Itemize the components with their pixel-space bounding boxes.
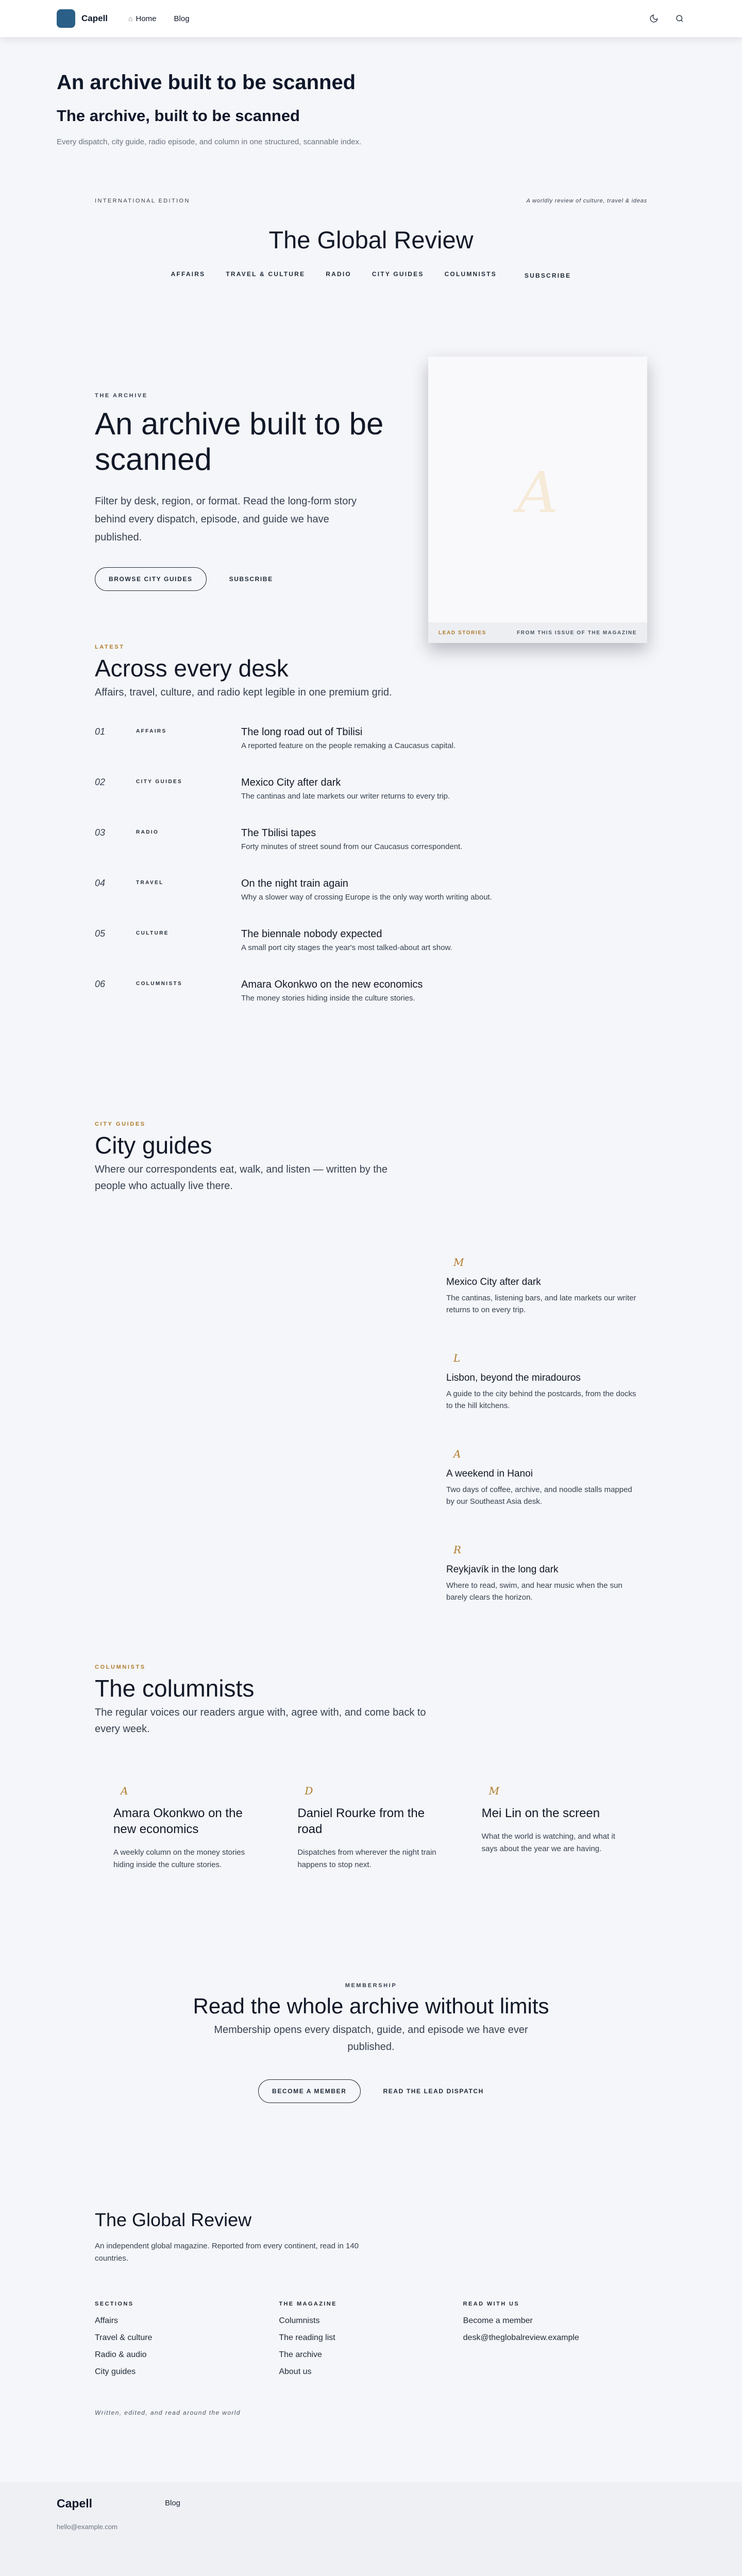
membership-body: Membership opens every dispatch, guide, and episode we have ever published. [214, 2024, 528, 2053]
columnists-subtitle: The regular voices our readers argue with, agree with, and come back to every week. [95, 1707, 426, 1735]
latest-section [0, 599, 742, 1029]
story-desk: COLUMNISTS [136, 981, 183, 987]
story-title: The long road out of Tbilisi [241, 726, 363, 738]
footer-column-heading: READ WITH US [463, 2301, 520, 2307]
story-list [95, 726, 647, 1029]
columnists-title: The columnists [95, 1675, 255, 1702]
guide-dek: A guide to the city behind the postcards, from the docks to the hill kitchens. [446, 1389, 636, 1411]
story-dek: The cantinas and late markets our writer returns to every trip. [241, 792, 450, 801]
guides-subtitle: Where our correspondents eat, walk, and listen — written by the people who actually live there. [95, 1164, 388, 1192]
footer-link-affairs[interactable]: Affairs [95, 2316, 119, 2325]
become-member-button[interactable]: BECOME A MEMBER [258, 2079, 360, 2103]
guide-glyph: L [453, 1352, 461, 1364]
footer-link-archive[interactable]: The archive [279, 2350, 322, 2359]
footer-link-about-us[interactable]: About us [279, 2367, 312, 2376]
cover-caption-bar [428, 622, 647, 643]
footer-link-radio-audio[interactable]: Radio & audio [95, 2350, 147, 2359]
guide-card[interactable] [446, 1256, 642, 1352]
membership-actions [0, 2079, 742, 2103]
story-row[interactable] [95, 928, 647, 979]
columnist-card[interactable] [95, 1785, 279, 1871]
cover-from-label: FROM THIS ISSUE OF THE MAGAZINE [517, 630, 637, 636]
footer-link-reading-list[interactable]: The reading list [279, 2333, 335, 2342]
archive-hero [0, 279, 742, 636]
magazine-footer [0, 2209, 742, 2482]
masthead-top [95, 198, 647, 204]
footer-column-heading: THE MAGAZINE [279, 2301, 337, 2307]
guide-glyph: M [453, 1256, 464, 1268]
footer-columns [95, 2301, 647, 2384]
story-dek: The money stories hiding inside the culture stories. [241, 994, 415, 1003]
masthead-nav-radio[interactable]: RADIO [326, 270, 351, 278]
story-desk: AFFAIRS [136, 728, 167, 734]
latest-subtitle: Affairs, travel, culture, and radio kept legible in one premium grid. [95, 687, 392, 698]
brand-link[interactable]: Capell [81, 13, 108, 23]
nav-link-home[interactable] [128, 14, 156, 23]
search-icon[interactable] [674, 13, 685, 24]
guide-dek: The cantinas, listening bars, and late markets our writer returns to on every trip. [446, 1294, 636, 1315]
story-desk: CULTURE [136, 930, 169, 936]
membership-section [0, 1982, 742, 2209]
story-dek: A reported feature on the people remaking a Caucasus capital. [241, 741, 456, 750]
footer-column-read-with-us [463, 2301, 647, 2384]
story-row[interactable] [95, 726, 647, 777]
footer-about: An independent global magazine. Reported from every continent, read in 140 countries. [95, 2242, 359, 2263]
columnists-eyebrow: COLUMNISTS [95, 1664, 146, 1670]
site-footer-blog-link[interactable]: Blog [165, 2499, 181, 2507]
masthead-tagline: A worldly review of culture, travel & ideas [526, 198, 647, 204]
intro-subtitle: The archive, built to be scanned [57, 107, 300, 125]
columnist-glyph: A [121, 1785, 128, 1797]
guide-title: Reykjavík in the long dark [446, 1564, 559, 1575]
story-desk: CITY GUIDES [136, 779, 183, 785]
archive-hero-text [95, 357, 404, 599]
story-row[interactable] [95, 878, 647, 928]
guide-glyph: R [453, 1544, 462, 1556]
membership-eyebrow: MEMBERSHIP [345, 1982, 397, 1989]
masthead-nav-columnists[interactable]: COLUMNISTS [444, 270, 497, 278]
story-row[interactable] [95, 827, 647, 878]
magazine-cover[interactable] [428, 357, 647, 643]
guide-dek: Where to read, swim, and hear music when the sun barely clears the horizon. [446, 1581, 622, 1602]
masthead-nav-travel-culture[interactable]: TRAVEL & CULTURE [226, 270, 306, 278]
nav-link-home-label: Home [136, 14, 157, 23]
masthead-title: The Global Review [268, 226, 474, 253]
columnist-dek: What the world is watching, and what it says about the year we are having. [481, 1832, 615, 1854]
footer-column-heading: SECTIONS [95, 2301, 134, 2307]
masthead-nav-city-guides[interactable]: CITY GUIDES [372, 270, 424, 278]
guide-dek: Two days of coffee, archive, and noodle stalls mapped by our Southeast Asia desk. [446, 1485, 632, 1506]
columnist-card[interactable] [463, 1785, 647, 1871]
columnist-card[interactable] [279, 1785, 463, 1871]
intro-title: An archive built to be scanned [57, 71, 356, 94]
browse-city-guides-button[interactable]: BROWSE CITY GUIDES [95, 567, 207, 591]
city-guides-section [0, 1029, 742, 1606]
read-lead-dispatch-button[interactable]: READ THE LEAD DISPATCH [383, 2088, 484, 2095]
footer-link-email[interactable]: desk@theglobalreview.example [463, 2333, 579, 2342]
guide-title: A weekend in Hanoi [446, 1468, 533, 1479]
latest-eyebrow: LATEST [95, 644, 125, 650]
guides-title: City guides [95, 1132, 212, 1159]
story-number: 03 [95, 827, 106, 838]
columnist-dek: Dispatches from wherever the night train happens to stop next. [297, 1848, 436, 1870]
story-desk: TRAVEL [136, 880, 164, 886]
columnist-title: Amara Okonkwo on the new economics [113, 1806, 243, 1837]
site-footer-brand: Capell [57, 2497, 93, 2510]
site-logo[interactable] [57, 9, 75, 28]
story-number: 02 [95, 777, 106, 787]
cover-lead-label: LEAD STORIES [439, 630, 486, 636]
footer-link-become-member[interactable]: Become a member [463, 2316, 533, 2325]
edition-label: INTERNATIONAL EDITION [95, 198, 190, 204]
masthead-subscribe-link[interactable]: SUBSCRIBE [524, 272, 571, 279]
footer-note: Written, edited, and read around the world [95, 2409, 241, 2416]
masthead-nav [95, 270, 647, 279]
columnist-dek: A weekly column on the money stories hiding inside the culture stories. [113, 1848, 245, 1870]
membership-title: Read the whole archive without limits [193, 1994, 549, 2018]
story-title: The biennale nobody expected [241, 928, 382, 940]
story-dek: A small port city stages the year's most talked-about art show. [241, 943, 452, 952]
theme-toggle-icon[interactable] [648, 13, 660, 24]
intro-section [0, 37, 742, 146]
guide-list [446, 1256, 642, 1639]
story-title: Mexico City after dark [241, 777, 341, 788]
archive-actions [95, 567, 404, 591]
archive-eyebrow: THE ARCHIVE [95, 393, 148, 399]
intro-description: Every dispatch, city guide, radio episode, and column in one structured, scannable index. [57, 138, 362, 146]
story-title: The Tbilisi tapes [241, 827, 316, 839]
story-row[interactable] [95, 777, 647, 827]
columnist-title: Daniel Rourke from the road [297, 1806, 425, 1837]
latest-title: Across every desk [95, 655, 289, 682]
story-dek: Why a slower way of crossing Europe is the only way worth writing about. [241, 893, 492, 902]
nav-link-blog[interactable]: Blog [174, 14, 190, 23]
guide-title: Lisbon, beyond the miradouros [446, 1372, 581, 1383]
home-icon: ⌂ [128, 14, 133, 23]
guide-card[interactable] [446, 1544, 642, 1639]
nav-left [57, 9, 201, 28]
masthead [0, 146, 742, 279]
story-number: 04 [95, 878, 106, 888]
footer-link-travel-culture[interactable]: Travel & culture [95, 2333, 153, 2342]
guide-title: Mexico City after dark [446, 1277, 541, 1287]
masthead-nav-affairs[interactable]: AFFAIRS [171, 270, 206, 278]
footer-column-magazine [279, 2301, 463, 2384]
columnist-title: Mei Lin on the screen [481, 1806, 600, 1820]
footer-link-columnists[interactable]: Columnists [279, 2316, 320, 2325]
story-title: Amara Okonkwo on the new economics [241, 979, 423, 990]
footer-column-sections [95, 2301, 279, 2384]
story-row[interactable] [95, 979, 647, 1029]
archive-subscribe-button[interactable]: SUBSCRIBE [229, 575, 273, 583]
footer-title: The Global Review [95, 2209, 252, 2230]
cover-letter: A [517, 460, 559, 526]
story-desk: RADIO [136, 829, 159, 835]
guide-card[interactable] [446, 1352, 642, 1448]
story-dek: Forty minutes of street sound from our Caucasus correspondent. [241, 842, 463, 851]
story-title: On the night train again [241, 878, 348, 889]
columnist-glyph: D [305, 1785, 313, 1797]
site-footer-email[interactable]: hello@example.com [57, 2523, 117, 2531]
footer-link-city-guides[interactable]: City guides [95, 2367, 136, 2376]
top-nav [0, 0, 742, 37]
nav-right [648, 13, 685, 24]
site-footer [0, 2482, 742, 2576]
site-footer-brand-block [57, 2497, 165, 2576]
story-number: 05 [95, 928, 106, 939]
archive-title: An archive built to be scanned [95, 406, 384, 477]
guides-eyebrow: CITY GUIDES [95, 1121, 146, 1127]
columnist-glyph: M [488, 1785, 500, 1797]
guide-glyph: A [453, 1448, 461, 1460]
story-number: 06 [95, 979, 106, 989]
guide-card[interactable] [446, 1448, 642, 1544]
story-number: 01 [95, 726, 106, 737]
columnists-section [0, 1606, 742, 1982]
archive-body: Filter by desk, region, or format. Read the long-form story behind every dispatch, episode, and guide we have published. [95, 496, 357, 543]
columnist-cards [95, 1785, 647, 1871]
